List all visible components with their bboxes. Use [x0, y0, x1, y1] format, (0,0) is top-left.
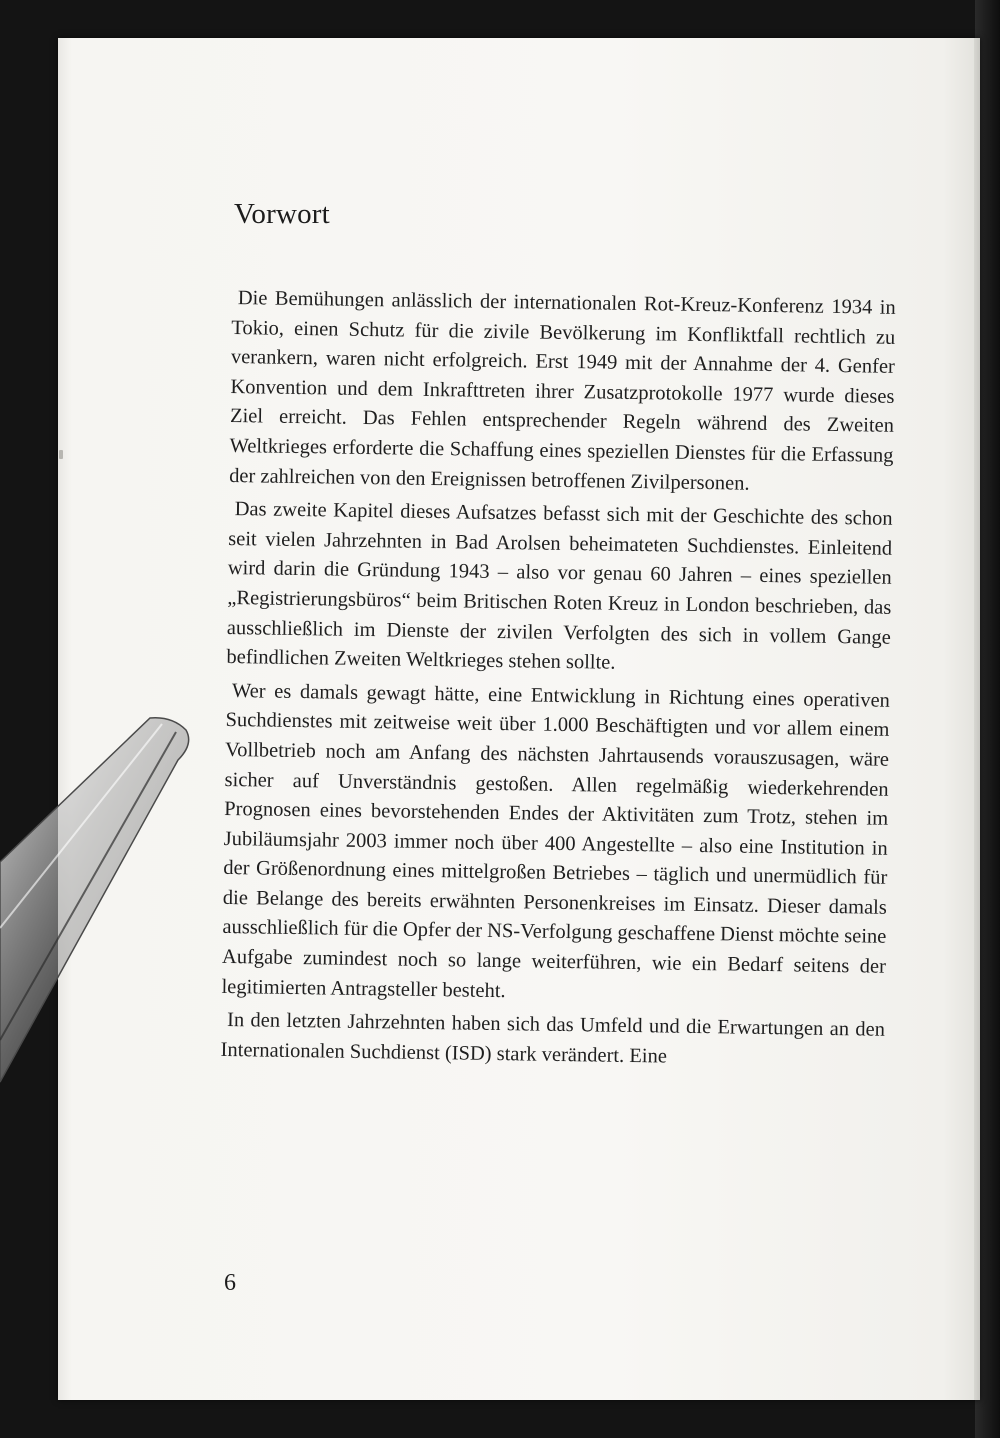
page-number: 6 — [224, 1270, 236, 1296]
book-page — [58, 38, 980, 1400]
binding-mark — [59, 450, 63, 459]
paragraph-2: Das zweite Kapitel dieses Aufsatzes befasst sich mit der Geschichte des schon seit vielen Jahrzehnten in Bad Arolsen beheimateten Suchdienstes. Einleitend wird darin die Gründung 1943 – also vor genau 60 Jahren – eines speziellen „Registrierungsbüros“ beim Britischen Roten Kreuz in London beschrieben, das ausschließlich im Dienste der zivilen Verfolgten des sich in vollem Gange befindlichen Zweiten Weltkrieges stehen sollte. — [226, 498, 893, 674]
page-heading: Vorwort — [234, 198, 330, 230]
paragraph-3: Wer es damals gewagt hätte, eine Entwicklung in Richtung eines operativen Suchdienstes mit zeitweise weit über 1.000 Beschäftigten und vor allem einem Vollbetrieb noch am Anfang des nächsten Jahrtausends vorauszusagen, wäre sicher auf Unverständnis gestoßen. Allen regelmäßig wiederkehrenden Prognosen eines bevorstehenden Endes der Aktivitäten zum Trotz, stehen im Jubiläumsjahr 2003 immer noch über 400 Angestellte – also eine Institution in der Größenordnung eines mittelgroßen Betriebes – täglich und unermüdlich für die Belange des bereits erwähnten Personenkreises im Einsatz. Dieser damals ausschließlich für die Opfer der NS-Verfolgung geschaffene Dienst möchte seine Aufgabe zumindest noch so lange weiterführen, wie ein Bedarf seitens der legitimierten Antragsteller besteht. — [221, 679, 891, 1002]
paragraph-4: In den letzten Jahrzehnten haben sich das Umfeld und die Erwartungen an den Internationalen Suchdienst (ISD) stark verändert. Eine — [220, 1009, 886, 1068]
page-edge — [974, 38, 980, 1400]
body-text — [220, 284, 896, 1079]
paragraph-1: Die Bemühungen anlässlich der internationalen Rot-Kreuz-Konferenz 1934 in Tokio, einen Schutz für die zivile Bevölkerung im Konfliktfall rechtlich zu verankern, waren nicht erfolgreich. Erst 1949 mit der Annahme der 4. Genfer Konvention und dem Inkrafttreten ihrer Zusatzprotokolle 1977 wurde dieses Ziel erreicht. Das Fehlen entsprechender Regeln während des Zweiten Weltkrieges erforderte die Schaffung eines speziellen Dienstes für die Erfassung der zahlreichen von den Ereignissen betroffenen Zivilpersonen. — [228, 287, 896, 495]
